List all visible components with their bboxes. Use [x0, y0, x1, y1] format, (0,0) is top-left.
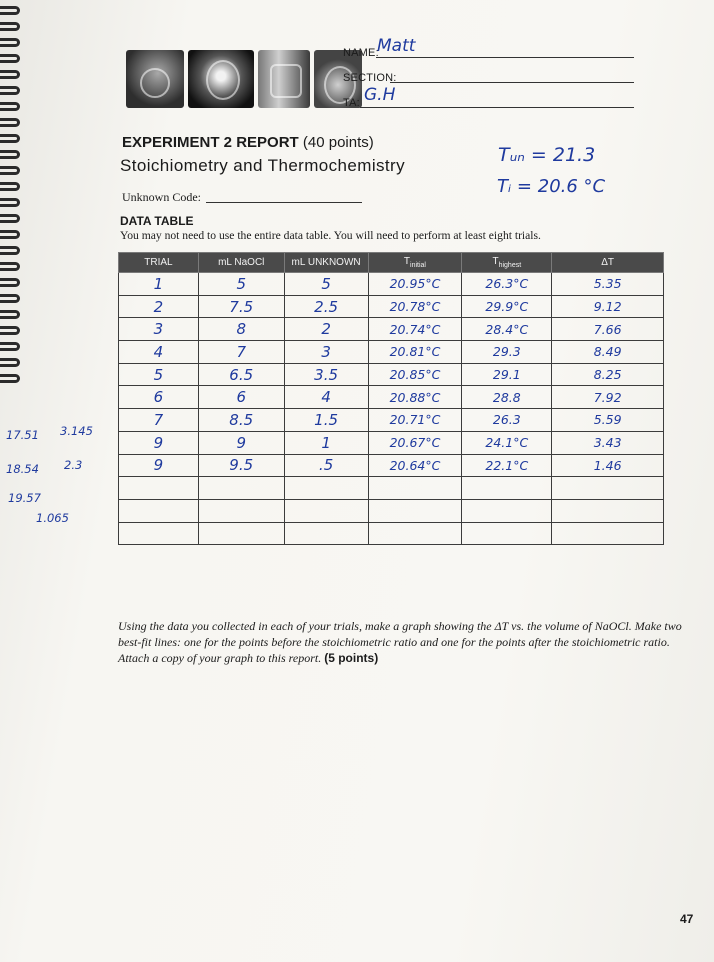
- trial-cell[interactable]: 9: [119, 454, 199, 477]
- delta-t-cell[interactable]: 7.66: [552, 318, 664, 341]
- table-row: [119, 522, 664, 545]
- spiral-ring: [0, 6, 20, 15]
- data-table-heading: DATA TABLE: [120, 214, 194, 228]
- instructions-points: (5 points): [324, 651, 379, 665]
- spiral-ring: [0, 246, 20, 255]
- col-t-initial: [368, 253, 462, 273]
- t-initial-cell[interactable]: [368, 499, 462, 522]
- spiral-ring: [0, 22, 20, 31]
- spiral-ring: [0, 358, 20, 367]
- spiral-ring: [0, 374, 20, 383]
- spiral-ring: [0, 262, 20, 271]
- delta-t-cell[interactable]: [552, 499, 664, 522]
- spiral-ring: [0, 70, 20, 79]
- page-number: 47: [680, 912, 694, 926]
- table-row: [119, 454, 664, 477]
- ml-unknown-cell[interactable]: [284, 522, 368, 545]
- data-table-note: You may not need to use the entire data table. You will need to perform at least eight trials.: [120, 229, 541, 242]
- lab-photo-2: [188, 50, 254, 108]
- t-highest-cell[interactable]: 29.3: [462, 341, 552, 364]
- t-initial-cell[interactable]: 20.71°C: [368, 409, 462, 432]
- trial-cell[interactable]: [119, 499, 199, 522]
- spiral-ring: [0, 214, 20, 223]
- spiral-ring: [0, 230, 20, 239]
- delta-t-cell[interactable]: 8.25: [552, 363, 664, 386]
- report-title: [122, 134, 374, 151]
- ml-naocl-cell[interactable]: 9: [198, 431, 284, 454]
- ml-unknown-cell[interactable]: 3.5: [284, 363, 368, 386]
- trial-cell[interactable]: 3: [119, 318, 199, 341]
- col-t-highest-sub: highest: [498, 262, 522, 269]
- margin-note: 18.54: [6, 462, 39, 476]
- delta-t-cell[interactable]: 3.43: [552, 431, 664, 454]
- t-initial-cell[interactable]: 20.88°C: [368, 386, 462, 409]
- ml-naocl-cell[interactable]: 7: [198, 341, 284, 364]
- margin-note: 3.145: [60, 424, 93, 438]
- col-ml-unknown-label: mL UNKNOWN: [291, 257, 361, 268]
- spiral-ring: [0, 310, 20, 319]
- t-initial-cell[interactable]: [368, 522, 462, 545]
- ml-naocl-cell[interactable]: [198, 499, 284, 522]
- table-row: [119, 386, 664, 409]
- t-initial-cell[interactable]: 20.64°C: [368, 454, 462, 477]
- data-table-header-row: [119, 253, 664, 273]
- graph-instructions: [118, 618, 684, 666]
- t-highest-cell[interactable]: 28.4°C: [462, 318, 552, 341]
- table-row: [119, 477, 664, 500]
- t-initial-cell[interactable]: 20.78°C: [368, 295, 462, 318]
- t-highest-cell[interactable]: [462, 499, 552, 522]
- trial-cell[interactable]: 5: [119, 363, 199, 386]
- note-t-un: Tᵤₙ = 21.3: [498, 144, 596, 166]
- ml-unknown-cell[interactable]: .5: [284, 454, 368, 477]
- ml-unknown-cell[interactable]: 5: [284, 273, 368, 296]
- spiral-ring: [0, 326, 20, 335]
- delta-t-cell[interactable]: 1.46: [552, 454, 664, 477]
- lab-photo-3: [258, 50, 310, 108]
- delta-t-cell[interactable]: 5.35: [552, 273, 664, 296]
- ml-naocl-cell[interactable]: 7.5: [198, 295, 284, 318]
- t-initial-cell[interactable]: 20.67°C: [368, 431, 462, 454]
- trial-cell[interactable]: [119, 477, 199, 500]
- ml-unknown-cell[interactable]: [284, 477, 368, 500]
- margin-note: 19.57: [8, 491, 41, 505]
- report-points: (40 points): [302, 134, 374, 151]
- t-initial-cell[interactable]: 20.74°C: [368, 318, 462, 341]
- t-highest-cell[interactable]: 28.8: [462, 386, 552, 409]
- margin-note: 2.3: [64, 458, 83, 472]
- spiral-ring: [0, 118, 20, 127]
- ta-label: TA:: [343, 97, 360, 109]
- ml-naocl-cell[interactable]: 6: [198, 386, 284, 409]
- trial-cell[interactable]: 7: [119, 409, 199, 432]
- t-highest-cell[interactable]: 26.3°C: [462, 273, 552, 296]
- trial-cell[interactable]: 1: [119, 273, 199, 296]
- ml-unknown-cell[interactable]: 2.5: [284, 295, 368, 318]
- ml-unknown-cell[interactable]: 3: [284, 341, 368, 364]
- spiral-binding: [0, 0, 26, 420]
- spiral-ring: [0, 150, 20, 159]
- ta-line: [360, 107, 634, 108]
- table-row: [119, 273, 664, 296]
- col-delta-t-label: ΔT: [601, 257, 615, 268]
- delta-t-cell[interactable]: 8.49: [552, 341, 664, 364]
- instructions-text: Using the data you collected in each of your trials, make a graph showing the ΔT vs. the volume of NaOCl. Make two best-fit lines: one for the points before the stoichiometric ratio and one for the points after the stoichiometric ratio. Attach a copy of your graph to this report.: [118, 619, 682, 665]
- note-t-i: Tᵢ = 20.6 °C: [497, 176, 606, 197]
- trial-cell[interactable]: 2: [119, 295, 199, 318]
- t-highest-cell[interactable]: 24.1°C: [462, 431, 552, 454]
- data-table: [118, 252, 664, 545]
- delta-t-cell[interactable]: 9.12: [552, 295, 664, 318]
- ml-unknown-cell[interactable]: 1: [284, 431, 368, 454]
- ml-naocl-cell[interactable]: 9.5: [198, 454, 284, 477]
- trial-cell[interactable]: 9: [119, 431, 199, 454]
- table-row: [119, 431, 664, 454]
- col-ml-unknown: [284, 253, 368, 273]
- col-delta-t: [552, 253, 664, 273]
- report-subtitle: Stoichiometry and Thermochemistry: [120, 156, 405, 175]
- table-row: [119, 499, 664, 522]
- spiral-ring: [0, 38, 20, 47]
- data-table-body: [119, 273, 664, 545]
- ml-naocl-cell[interactable]: [198, 522, 284, 545]
- t-highest-cell[interactable]: 22.1°C: [462, 454, 552, 477]
- spiral-ring: [0, 342, 20, 351]
- ml-naocl-cell[interactable]: 6.5: [198, 363, 284, 386]
- name-line: [376, 57, 634, 58]
- name-value[interactable]: Matt: [377, 36, 416, 56]
- margin-note: 17.51: [6, 428, 39, 442]
- lab-photo-1: [126, 50, 184, 108]
- unknown-code-line: [206, 202, 362, 203]
- delta-t-cell[interactable]: [552, 477, 664, 500]
- table-row: [119, 295, 664, 318]
- trial-cell[interactable]: 4: [119, 341, 199, 364]
- col-ml-naocl: [198, 253, 284, 273]
- ml-unknown-cell[interactable]: [284, 499, 368, 522]
- table-row: [119, 409, 664, 432]
- name-label: NAME:: [343, 47, 379, 59]
- col-trial: [119, 253, 199, 273]
- t-highest-cell[interactable]: [462, 477, 552, 500]
- spiral-ring: [0, 102, 20, 111]
- ml-naocl-cell[interactable]: 8: [198, 318, 284, 341]
- section-line: [390, 82, 634, 83]
- trial-cell[interactable]: [119, 522, 199, 545]
- col-t-highest: [462, 253, 552, 273]
- trial-cell[interactable]: 6: [119, 386, 199, 409]
- ml-naocl-cell[interactable]: 5: [198, 273, 284, 296]
- spiral-ring: [0, 198, 20, 207]
- spiral-ring: [0, 294, 20, 303]
- spiral-ring: [0, 134, 20, 143]
- report-title-text: EXPERIMENT 2 REPORT: [122, 134, 299, 151]
- table-row: [119, 318, 664, 341]
- ml-unknown-cell[interactable]: 1.5: [284, 409, 368, 432]
- t-highest-cell[interactable]: 29.1: [462, 363, 552, 386]
- col-t-initial-sub: initial: [410, 262, 426, 269]
- ml-unknown-cell[interactable]: 4: [284, 386, 368, 409]
- delta-t-cell[interactable]: 7.92: [552, 386, 664, 409]
- t-highest-cell[interactable]: 26.3: [462, 409, 552, 432]
- ml-naocl-cell[interactable]: 8.5: [198, 409, 284, 432]
- delta-t-cell[interactable]: 5.59: [552, 409, 664, 432]
- t-initial-cell[interactable]: 20.95°C: [368, 273, 462, 296]
- ml-naocl-cell[interactable]: [198, 477, 284, 500]
- margin-note: 1.065: [36, 511, 69, 525]
- delta-t-cell[interactable]: [552, 522, 664, 545]
- t-initial-cell[interactable]: [368, 477, 462, 500]
- spiral-ring: [0, 166, 20, 175]
- spiral-ring: [0, 54, 20, 63]
- table-row: [119, 363, 664, 386]
- t-initial-cell[interactable]: 20.81°C: [368, 341, 462, 364]
- ta-value[interactable]: G.H: [364, 85, 396, 105]
- col-trial-label: TRIAL: [144, 257, 173, 268]
- table-row: [119, 341, 664, 364]
- spiral-ring: [0, 86, 20, 95]
- t-highest-cell[interactable]: 29.9°C: [462, 295, 552, 318]
- col-t-initial-label: T: [403, 256, 411, 267]
- unknown-code-label: Unknown Code:: [122, 190, 201, 204]
- ml-unknown-cell[interactable]: 2: [284, 318, 368, 341]
- col-t-highest-label: T: [492, 256, 499, 267]
- spiral-ring: [0, 182, 20, 191]
- t-highest-cell[interactable]: [462, 522, 552, 545]
- section-label: SECTION:: [343, 72, 397, 84]
- spiral-ring: [0, 278, 20, 287]
- header-photo-strip: [126, 50, 362, 108]
- t-initial-cell[interactable]: 20.85°C: [368, 363, 462, 386]
- col-ml-naocl-label: mL NaOCl: [218, 257, 265, 268]
